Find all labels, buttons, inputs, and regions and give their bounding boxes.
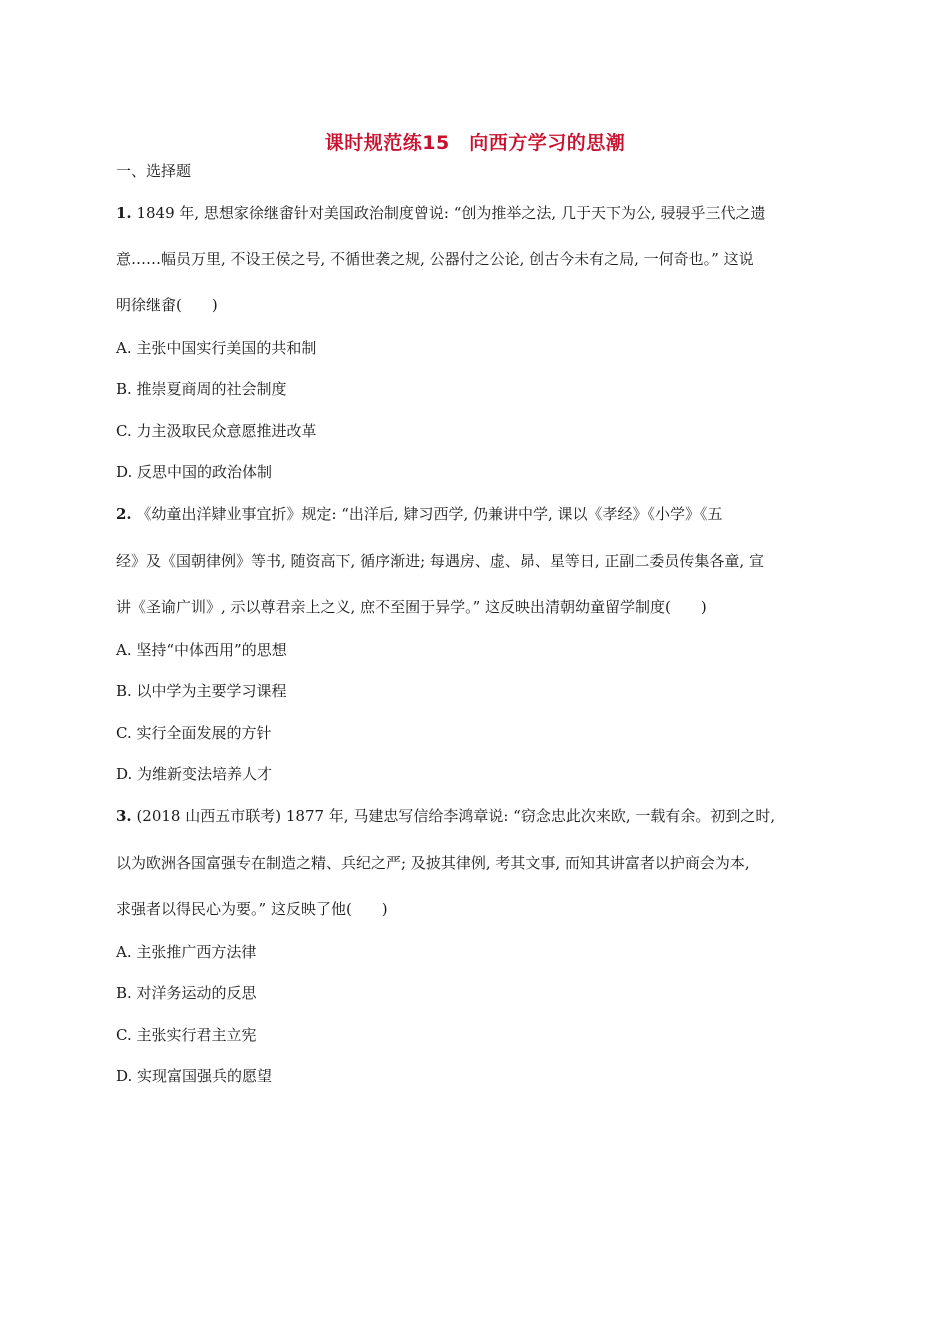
question-1-option-d: D. 反思中国的政治体制 [116,463,273,481]
question-1-option-c: C. 力主汲取民众意愿推进改革 [116,422,317,440]
question-1-option-a: A. 主张中国实行美国的共和制 [116,339,317,357]
question-1-number: 1. [116,204,132,222]
question-3-line-1 [116,805,775,827]
question-3-line-2: 以为欧洲各国富强专在制造之精、兵纪之严; 及披其律例, 考其文事, 而知其讲富者以护商会为本, [116,854,750,872]
question-2-number: 2. [116,505,132,523]
question-2-option-a: A. 坚持“中体西用”的思想 [116,641,287,659]
question-2-text-1: 《幼童出洋肄业事宜折》规定: “出洋后, 肄习西学, 仍兼讲中学, 课以《孝经》《小学》《五 [131,505,723,523]
question-3-line-3: 求强者以得民心为要。” 这反映了他( ) [116,900,388,918]
question-3-text-1: (2018 山西五市联考) 1877 年, 马建忠写信给李鸿章说: “窃念忠此次来欧, 一载有余。初到之时, [131,807,776,825]
page-title: 课时规范练15 向西方学习的思潮 [324,132,626,154]
question-2-line-3: 讲《圣谕广训》, 示以尊君亲上之义, 庶不至囿于异学。” 这反映出清朝幼童留学制度( ) [116,598,707,616]
question-1-line-1 [116,202,765,224]
question-2-line-2: 经》及《国朝律例》等书, 随资高下, 循序渐进; 每遇房、虚、昴、星等日, 正副二委员传集各童, 宣 [116,552,764,570]
question-2-option-b: B. 以中学为主要学习课程 [116,682,287,700]
question-3-option-d: D. 实现富国强兵的愿望 [116,1067,273,1085]
question-2-option-c: C. 实行全面发展的方针 [116,724,272,742]
question-1-line-3: 明徐继畬( ) [116,296,218,314]
question-3-option-a: A. 主张推广西方法律 [116,943,257,961]
question-1-line-2: 意……幅员万里, 不设王侯之号, 不循世袭之规, 公器付之公论, 创古今未有之局, 一何奇也。” 这说 [116,250,754,268]
question-2-line-1 [116,503,723,525]
question-1-text-1: 1849 年, 思想家徐继畬针对美国政治制度曾说: “创为推举之法, 几于天下为公, 骎骎乎三代之遗 [131,204,766,222]
question-3-number: 3. [116,807,132,825]
question-2-option-d: D. 为维新变法培养人才 [116,765,273,783]
section-heading: 一、选择题 [116,162,192,180]
question-3-option-b: B. 对洋务运动的反思 [116,984,257,1002]
question-1-option-b: B. 推崇夏商周的社会制度 [116,380,287,398]
question-3-option-c: C. 主张实行君主立宪 [116,1026,257,1044]
